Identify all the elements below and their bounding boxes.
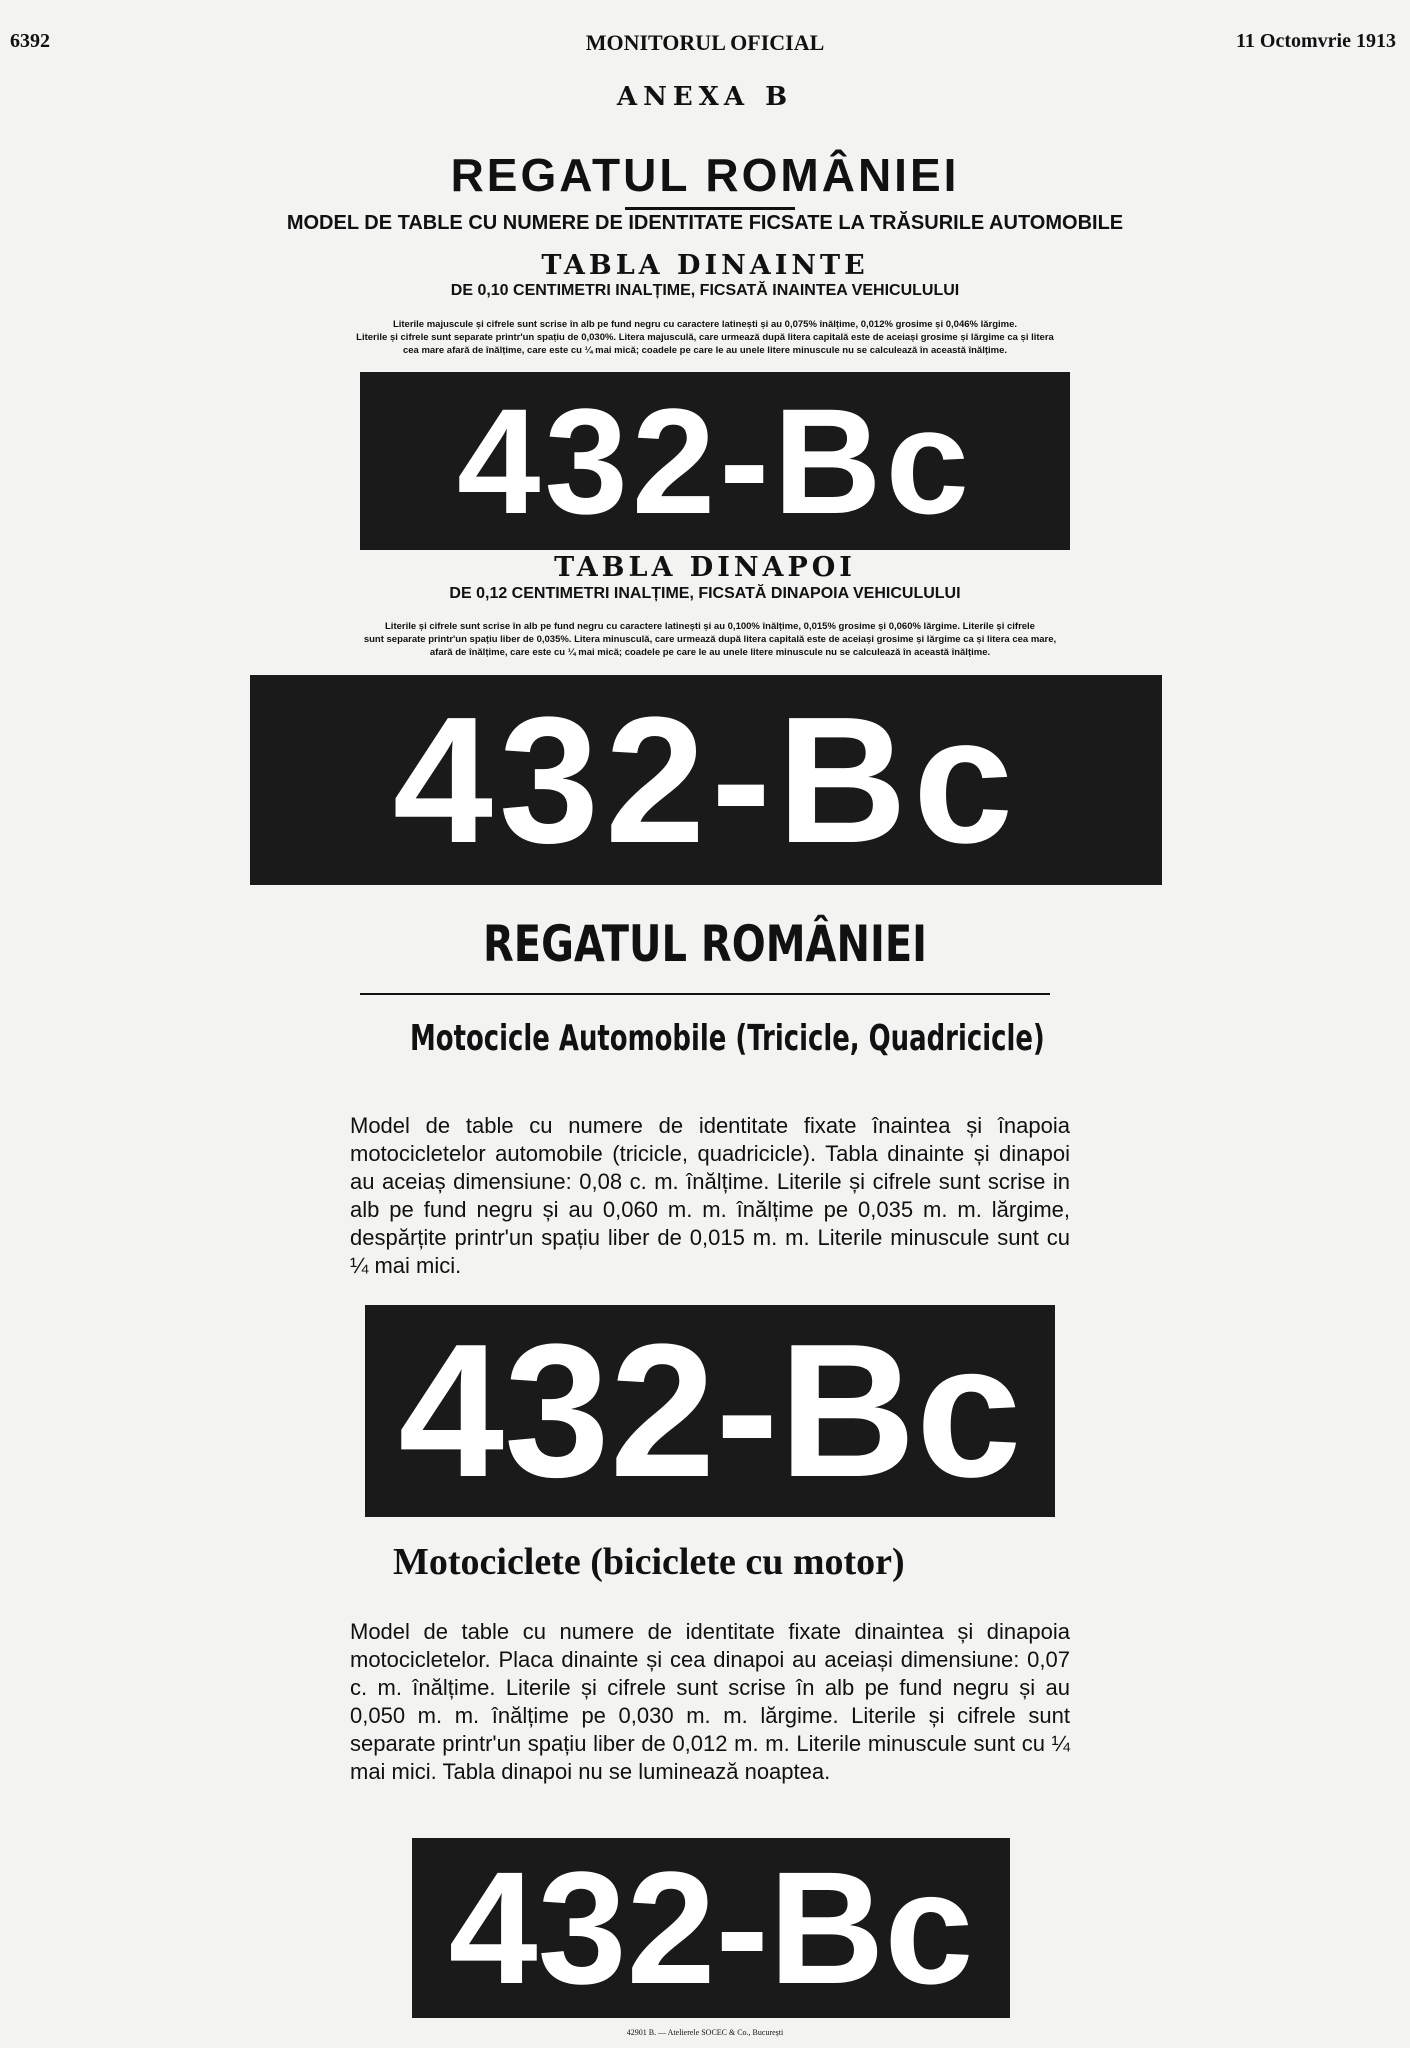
annex-label: ANEXA B bbox=[616, 82, 794, 112]
rear-note-line: afară de înălțime, care este cu ¼ mai mică; coadele pe care le au unele litere minuscule nu se calculează în această înălțime. bbox=[429, 647, 991, 658]
motociclete-paragraph: Model de table cu numere de identitate fixate dinaintea și dinapoia motocicletelor. Placa dinainte și cea dinapoi au aceiași dimensiune: 0,07 c. m. înălțime. Literile și cifrele sunt scrise în alb pe fund negru și au 0,050 m. m. înălțime pe 0,030 m. m. lărgime. Literile și cifrele sunt separate printr'un spațiu liber de 0,012 m. m. Literile minuscule sunt cu ¼ mai mici. Tabla dinapoi nu se luminează noaptea. bbox=[350, 1619, 1070, 1784]
front-license-plate: 432-Bc bbox=[360, 372, 1070, 550]
front-note-line: Literile majuscule și cifrele sunt scrise în alb pe fund negru cu caractere latinești și au 0,075% înălțime, 0,012% grosime și 0,046% lărgime. bbox=[392, 319, 1018, 330]
divider bbox=[625, 207, 795, 210]
front-plate-spec: DE 0,10 CENTIMETRI INALȚIME, FICSATĂ INAINTEA VEHICULULUI bbox=[450, 282, 960, 299]
front-note-line: cea mare afară de înălțime, care este cu ¼ mai mică; coadele pe care le au unele litere minuscule nu se calculează în această înălțime. bbox=[402, 345, 1008, 356]
issue-date: 11 Octomvrie 1913 bbox=[1236, 30, 1396, 52]
page-number: 6392 bbox=[10, 30, 50, 52]
motociclete-heading: Motociclete (biciclete cu motor) bbox=[393, 1541, 905, 1583]
motocicle-auto-paragraph: Model de table cu numere de identitate fixate înaintea și înapoia motocicletelor automobile (tricicle, quadricicle). Tabla dinainte și dinapoi au aceiaș dimensiune: 0,08 c. m. înălțime. Literile și cifrele sunt scrise in alb pe fund negru și au 0,060 m. m. înălțime pe 0,035 m. m. lărgime, despărțite printr'un spațiu liber de 0,015 m. m. Literile minuscule sunt cu ¼ mai mici. bbox=[350, 1113, 1070, 1278]
publication-title: MONITORUL OFICIAL bbox=[585, 30, 825, 55]
printer-imprint: 42901 B. — Atelierele SOCEC & Co., București bbox=[626, 2028, 784, 2037]
rear-license-plate: 432-Bc bbox=[250, 675, 1162, 885]
motociclete-plate: 432-Bc bbox=[412, 1838, 1010, 2018]
motocicle-auto-heading: Motocicle Automobile (Tricicle, Quadricicle) bbox=[410, 1018, 1045, 1059]
annex-subtitle: MODEL DE TABLE CU NUMERE DE IDENTITATE FICSATE LA TRĂSURILE AUTOMOBILE bbox=[286, 212, 1124, 234]
rear-note-line: Literile și cifrele sunt scrise în alb pe fund negru cu caractere latinești și au 0,100% înălțime, 0,015% grosime și 0,060% lărgime. Literile și cifrele bbox=[385, 621, 1035, 632]
rear-plate-spec: DE 0,12 CENTIMETRI INALȚIME, FICSATĂ DINAPOIA VEHICULULUI bbox=[449, 585, 961, 602]
rear-note-line: sunt separate printr'un spațiu liber de 0,035%. Litera minusculă, care urmează după litera capitală este de aceiași grosime și lărgime ca și litera cea mare, bbox=[363, 634, 1057, 645]
rear-plate-heading: TABLA DINAPOI bbox=[554, 552, 856, 583]
rear-plate-note bbox=[270, 620, 1150, 659]
motocicle-auto-plate: 432-Bc bbox=[365, 1305, 1055, 1517]
kingdom-title-secondary: REGATUL ROMÂNIEI bbox=[482, 915, 928, 973]
divider bbox=[360, 993, 1050, 995]
front-plate-heading: TABLA DINAINTE bbox=[541, 250, 869, 281]
front-note-line: Literile și cifrele sunt separate printr'un spațiu de 0,030%. Litera majusculă, care urmează după litera capitală este de aceiași grosime și lărgime ca și litera bbox=[356, 332, 1054, 343]
front-plate-note bbox=[240, 318, 1170, 357]
kingdom-title: REGATUL ROMÂNIEI bbox=[450, 149, 960, 201]
